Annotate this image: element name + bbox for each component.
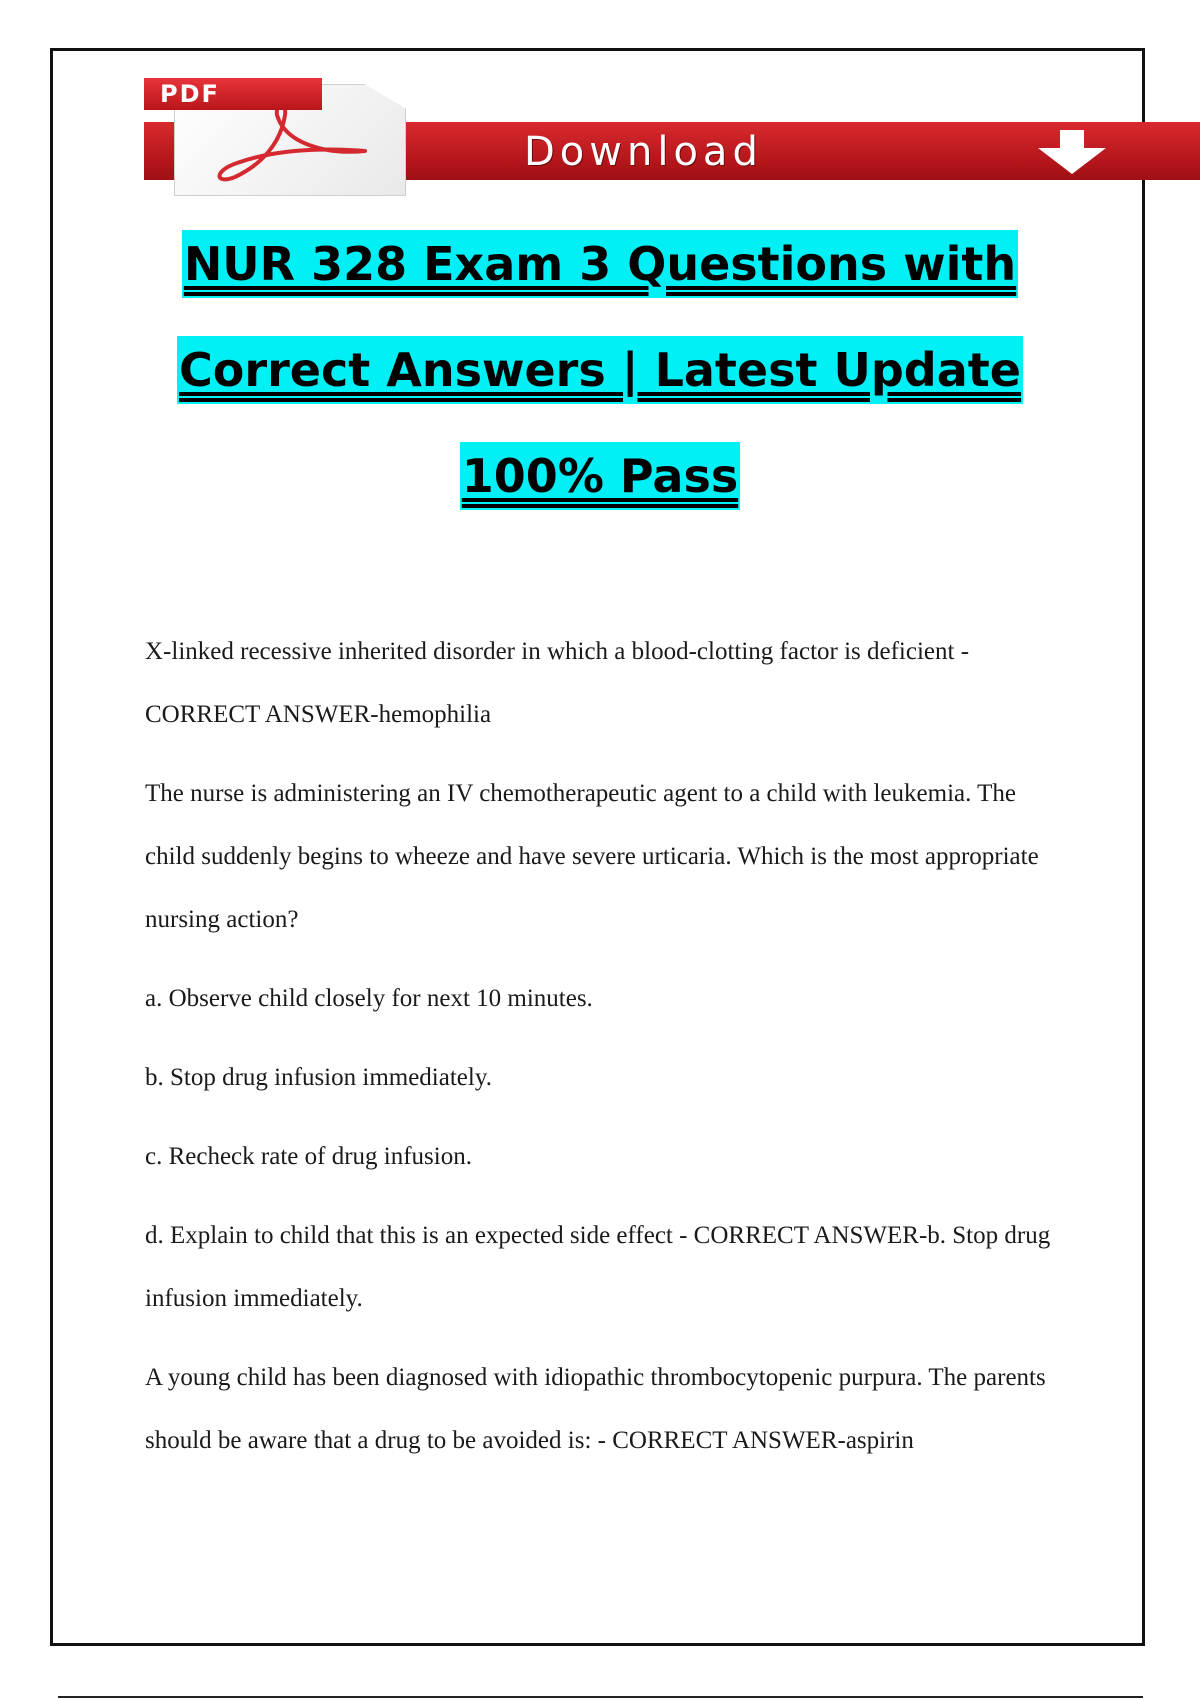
download-arrow-icon (1032, 130, 1112, 174)
question-1: X-linked recessive inherited disorder in which a blood-clotting factor is deficient - CORRECT ANSWER-hemophilia (145, 638, 970, 728)
question-2-stem: The nurse is administering an IV chemotherapeutic agent to a child with leukemia. The child suddenly begins to wheeze and have severe urticaria. Which is the most appropriate nursing action? (145, 780, 1039, 933)
document-title (50, 230, 1150, 548)
bottom-divider (58, 1696, 1143, 1698)
question-3: A young child has been diagnosed with idiopathic thrombocytopenic purpura. The parents should be aware that a drug to be avoided is: - CORRECT ANSWER-aspirin (145, 1364, 1046, 1454)
pdf-tag: PDF (144, 78, 322, 110)
question-2-option-c: c. Recheck rate of drug infusion. (145, 1143, 472, 1170)
title-line-2: Correct Answers | Latest Update (177, 336, 1023, 404)
question-2-option-d: d. Explain to child that this is an expected side effect - CORRECT ANSWER-b. Stop drug infusion immediately. (145, 1222, 1051, 1312)
pdf-download-banner[interactable] (144, 78, 1200, 198)
document-body (145, 620, 1065, 1488)
title-line-3: 100% Pass (460, 442, 740, 510)
download-label: Download (524, 129, 763, 175)
question-2-option-b: b. Stop drug infusion immediately. (145, 1064, 492, 1091)
question-2-option-a: a. Observe child closely for next 10 minutes. (145, 985, 593, 1012)
title-line-1: NUR 328 Exam 3 Questions with (182, 230, 1018, 298)
